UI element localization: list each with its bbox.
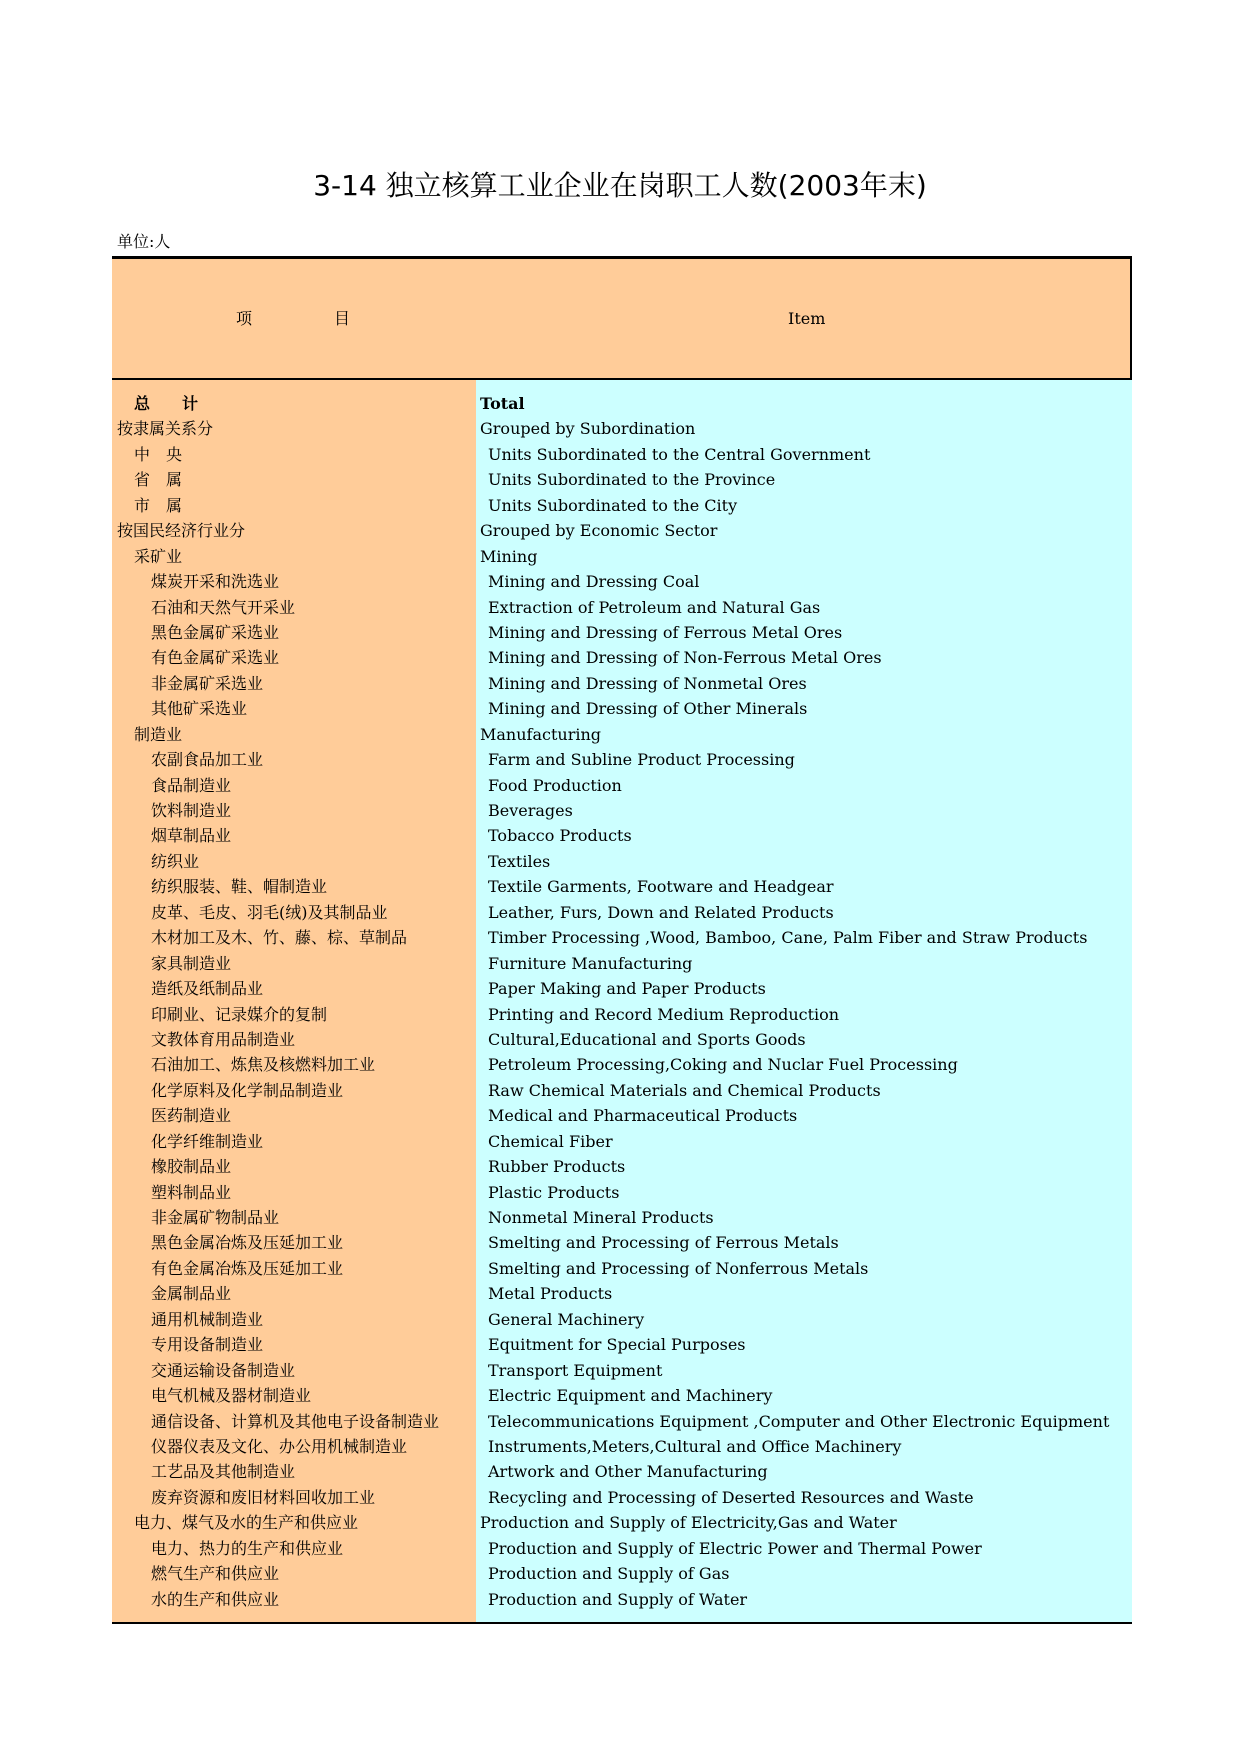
row-label-cn: 仪器仪表及文化、办公用机械制造业 xyxy=(151,1436,408,1456)
row-label-cn: 交通运输设备制造业 xyxy=(151,1360,296,1380)
row-label-en: Recycling and Processing of Deserted Resources and Waste xyxy=(488,1487,974,1507)
row-label-cn: 造纸及纸制品业 xyxy=(151,979,264,999)
row-label-en: Grouped by Subordination xyxy=(480,419,696,439)
table-bottom-rule xyxy=(112,1622,1132,1624)
row-label-en: General Machinery xyxy=(488,1309,645,1329)
row-label-en: Timber Processing ,Wood, Bamboo, Cane, Palm Fiber and Straw Products xyxy=(488,928,1088,948)
row-label-en: Chemical Fiber xyxy=(488,1131,613,1151)
column-english xyxy=(476,380,1132,1622)
row-label-en: Medical and Pharmaceutical Products xyxy=(488,1106,798,1126)
row-label-cn: 黑色金属冶炼及压延加工业 xyxy=(151,1233,344,1253)
row-label-en: Food Production xyxy=(488,775,622,795)
row-label-en: Tobacco Products xyxy=(488,826,632,846)
row-label-cn: 电力、煤气及水的生产和供应业 xyxy=(134,1513,359,1533)
row-label-cn: 食品制造业 xyxy=(151,775,232,795)
row-label-en: Total xyxy=(480,394,525,413)
row-label-cn: 制造业 xyxy=(134,724,183,744)
row-label-cn: 中 央 xyxy=(134,444,183,464)
row-label-en: Production and Supply of Electricity,Gas and Water xyxy=(480,1513,897,1533)
row-label-en: Artwork and Other Manufacturing xyxy=(488,1462,768,1482)
row-label-cn: 有色金属矿采选业 xyxy=(151,648,280,668)
row-label-cn: 金属制品业 xyxy=(151,1284,232,1304)
row-label-en: Manufacturing xyxy=(480,724,601,744)
row-label-cn: 非金属矿采选业 xyxy=(151,673,264,693)
row-label-en: Paper Making and Paper Products xyxy=(488,979,766,999)
row-label-cn: 专用设备制造业 xyxy=(151,1335,264,1355)
row-label-en: Production and Supply of Gas xyxy=(488,1564,730,1584)
header-item-cn-part1: 项 xyxy=(236,309,253,328)
row-label-cn: 烟草制品业 xyxy=(151,826,232,846)
table-header xyxy=(112,259,1132,378)
row-label-en: Petroleum Processing,Coking and Nuclar Fuel Processing xyxy=(488,1055,958,1075)
row-label-en: Nonmetal Mineral Products xyxy=(488,1208,714,1227)
row-label-cn: 皮革、毛皮、羽毛(绒)及其制品业 xyxy=(151,902,388,922)
row-label-en: Farm and Subline Product Processing xyxy=(488,750,795,770)
row-label-cn: 木材加工及木、竹、藤、棕、草制品 xyxy=(151,928,408,948)
row-label-en: Mining and Dressing of Non-Ferrous Metal Ores xyxy=(488,648,882,668)
row-label-cn: 印刷业、记录媒介的复制 xyxy=(151,1004,328,1024)
row-label-cn: 石油和天然气开采业 xyxy=(151,597,296,617)
row-label-cn: 塑料制品业 xyxy=(151,1182,232,1202)
row-label-en: Furniture Manufacturing xyxy=(488,953,693,973)
row-label-en: Plastic Products xyxy=(488,1182,620,1202)
row-label-cn: 电力、热力的生产和供应业 xyxy=(151,1538,344,1558)
row-label-en: Smelting and Processing of Ferrous Metals xyxy=(488,1233,839,1253)
row-label-cn: 文教体育用品制造业 xyxy=(151,1029,296,1049)
row-label-en: Printing and Record Medium Reproduction xyxy=(488,1004,840,1024)
row-label-en: Production and Supply of Electric Power and Thermal Power xyxy=(488,1538,982,1558)
row-label-cn: 按隶属关系分 xyxy=(117,419,214,439)
row-label-en: Rubber Products xyxy=(488,1157,626,1177)
row-label-cn: 总 计 xyxy=(134,394,199,413)
row-label-cn: 橡胶制品业 xyxy=(151,1157,232,1177)
row-label-cn: 省 属 xyxy=(134,470,183,490)
row-label-en: Beverages xyxy=(488,801,573,820)
page-title: 3-14 独立核算工业企业在岗职工人数(2003年末) xyxy=(313,169,927,202)
row-label-en: Units Subordinated to the Province xyxy=(488,470,776,490)
row-label-cn: 家具制造业 xyxy=(151,953,232,973)
header-item-cn-part2: 目 xyxy=(334,309,351,328)
row-label-cn: 化学原料及化学制品制造业 xyxy=(151,1080,344,1100)
row-label-en: Mining and Dressing Coal xyxy=(488,572,700,592)
row-label-cn: 电气机械及器材制造业 xyxy=(151,1386,312,1406)
data-table xyxy=(112,256,1132,1624)
row-label-en: Extraction of Petroleum and Natural Gas xyxy=(488,597,821,617)
header-item-cn xyxy=(236,309,350,329)
row-label-en: Instruments,Meters,Cultural and Office Machinery xyxy=(488,1436,902,1456)
row-label-cn: 废弃资源和废旧材料回收加工业 xyxy=(151,1487,376,1507)
row-label-en: Equitment for Special Purposes xyxy=(488,1335,746,1355)
row-label-cn: 煤炭开采和洗选业 xyxy=(151,572,280,592)
row-label-cn: 化学纤维制造业 xyxy=(151,1131,264,1151)
row-label-cn: 通信设备、计算机及其他电子设备制造业 xyxy=(151,1411,440,1431)
row-label-en: Units Subordinated to the Central Government xyxy=(488,444,871,464)
row-label-en: Mining xyxy=(480,546,538,566)
row-label-en: Electric Equipment and Machinery xyxy=(488,1386,773,1406)
row-label-cn: 医药制造业 xyxy=(151,1106,232,1126)
row-label-en: Mining and Dressing of Other Minerals xyxy=(488,699,808,719)
row-label-cn: 石油加工、炼焦及核燃料加工业 xyxy=(151,1055,376,1075)
row-label-en: Grouped by Economic Sector xyxy=(480,521,718,541)
row-label-en: Mining and Dressing of Nonmetal Ores xyxy=(488,673,807,693)
row-label-en: Raw Chemical Materials and Chemical Products xyxy=(488,1080,881,1100)
row-label-cn: 黑色金属矿采选业 xyxy=(151,622,280,642)
row-label-cn: 非金属矿物制品业 xyxy=(151,1208,280,1227)
row-label-cn: 燃气生产和供应业 xyxy=(151,1564,280,1584)
unit-label: 单位:人 xyxy=(117,232,171,251)
table-body xyxy=(112,380,1132,1622)
row-label-en: Smelting and Processing of Nonferrous Metals xyxy=(488,1258,869,1278)
row-label-en: Units Subordinated to the City xyxy=(488,495,738,515)
row-label-cn: 按国民经济行业分 xyxy=(117,521,246,541)
row-label-en: Production and Supply of Water xyxy=(488,1589,748,1609)
row-label-en: Transport Equipment xyxy=(488,1360,663,1380)
row-label-cn: 农副食品加工业 xyxy=(151,750,264,770)
row-label-en: Metal Products xyxy=(488,1284,613,1304)
row-label-cn: 采矿业 xyxy=(134,546,183,566)
row-label-en: Leather, Furs, Down and Related Products xyxy=(488,902,834,922)
row-label-cn: 有色金属冶炼及压延加工业 xyxy=(151,1258,344,1278)
header-item-en: Item xyxy=(788,309,826,328)
row-label-en: Cultural,Educational and Sports Goods xyxy=(488,1029,806,1049)
row-label-en: Textiles xyxy=(488,851,551,871)
row-label-en: Textile Garments, Footware and Headgear xyxy=(488,877,834,897)
row-label-cn: 纺织业 xyxy=(151,851,200,871)
row-label-en: Mining and Dressing of Ferrous Metal Ores xyxy=(488,622,843,642)
row-label-cn: 水的生产和供应业 xyxy=(151,1589,280,1609)
row-label-cn: 其他矿采选业 xyxy=(151,699,248,719)
row-label-cn: 饮料制造业 xyxy=(151,801,232,820)
column-chinese xyxy=(112,380,476,1622)
row-label-cn: 纺织服装、鞋、帽制造业 xyxy=(151,877,328,897)
row-label-en: Telecommunications Equipment ,Computer and Other Electronic Equipment xyxy=(488,1411,1110,1431)
row-label-cn: 市 属 xyxy=(134,495,183,515)
row-label-cn: 工艺品及其他制造业 xyxy=(151,1462,296,1482)
row-label-cn: 通用机械制造业 xyxy=(151,1309,264,1329)
